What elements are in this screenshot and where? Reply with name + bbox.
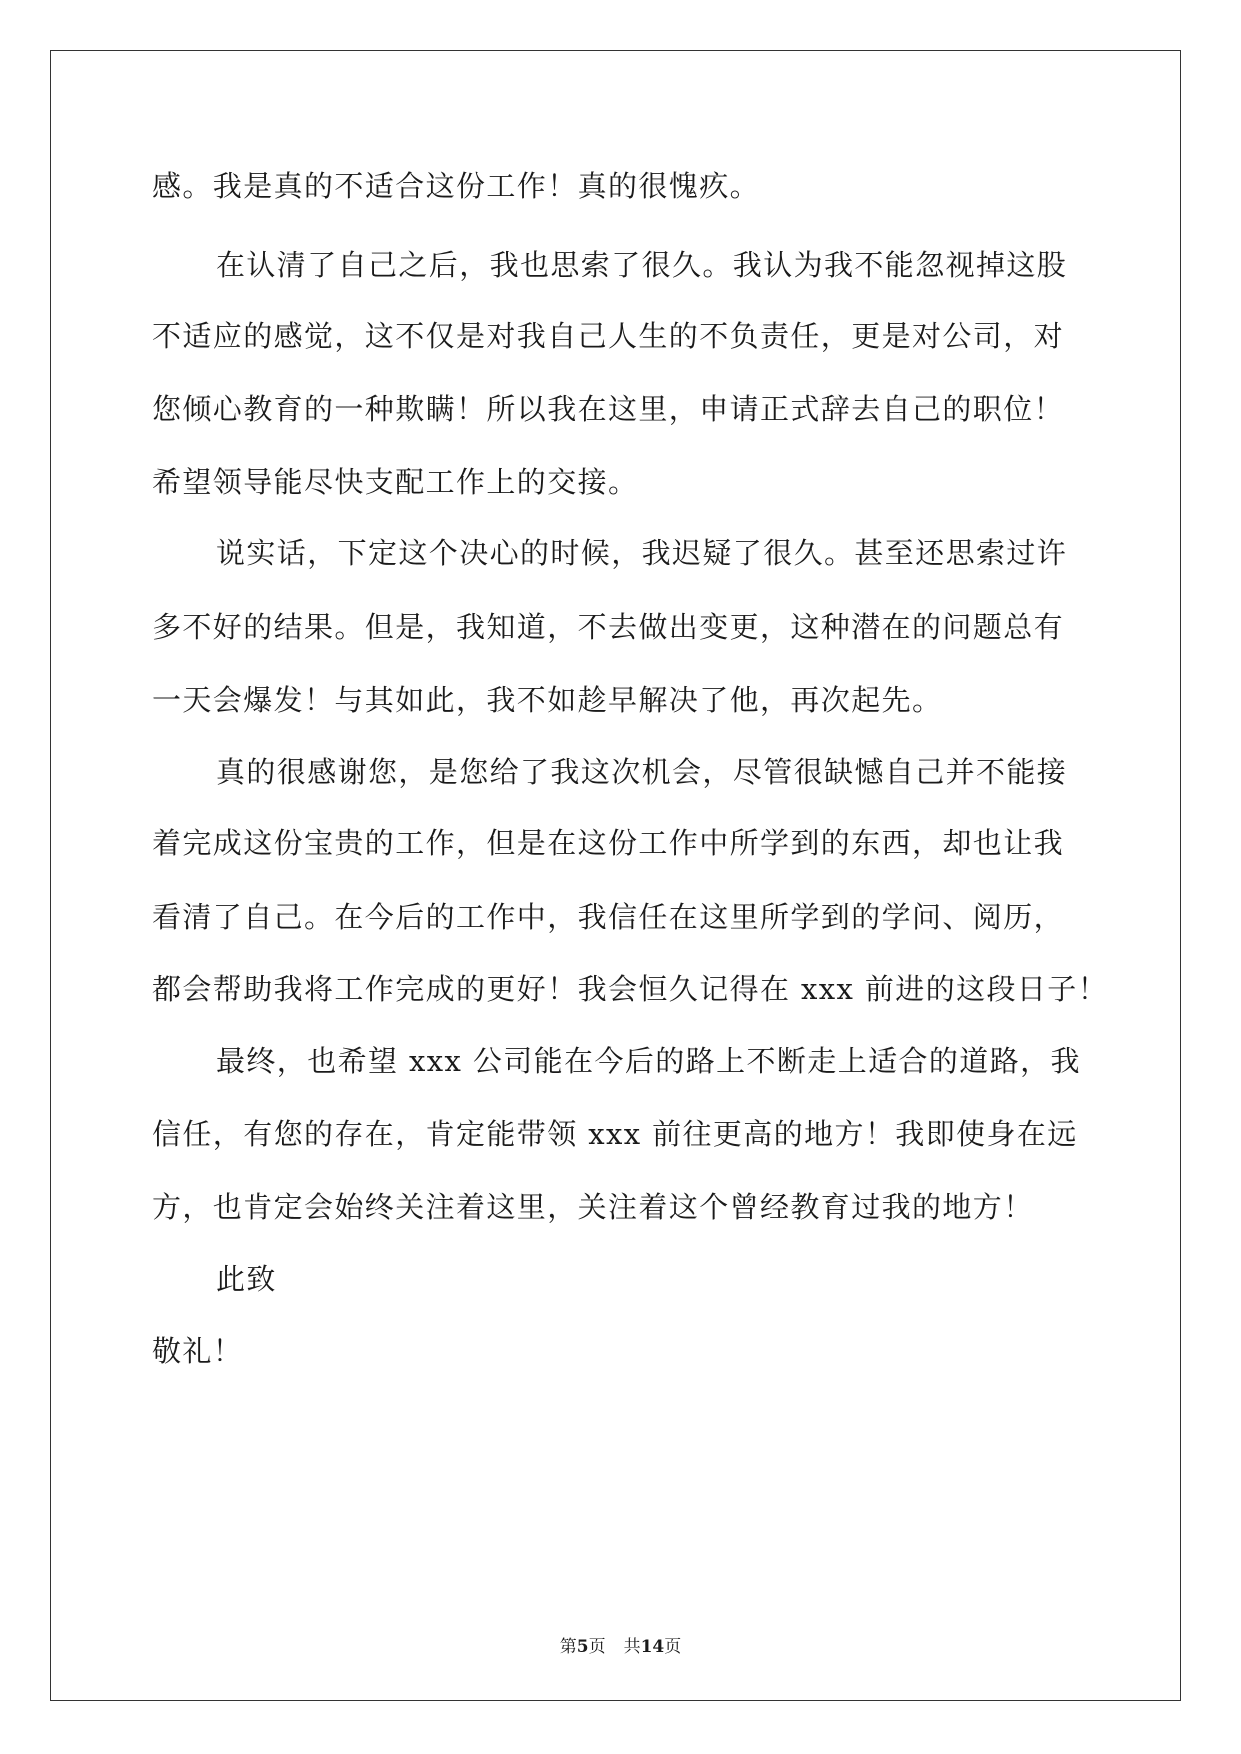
text-line: 一天会爆发！与其如此，我不如趁早解决了他，再次起先。: [152, 683, 943, 717]
text-line: 都会帮助我将工作完成的更好！我会恒久记得在 xxx 前进的这段日子！: [152, 972, 1109, 1006]
current-page-number: 5: [576, 1637, 589, 1657]
page-prefix: 第: [559, 1637, 577, 1657]
text-line: 您倾心教育的一种欺瞒！所以我在这里，申请正式辞去自己的职位！: [152, 392, 1065, 426]
paragraph-first-line: 说实话，下定这个决心的时候，我迟疑了很久。甚至还思索过许: [216, 536, 1068, 570]
page-number-footer: [0, 1635, 1241, 1659]
paragraph-first-line: 在认清了自己之后，我也思索了很久。我认为我不能忽视掉这股: [216, 248, 1068, 282]
text-line: 看清了自己。在今后的工作中，我信任在这里所学到的学问、阅历，: [152, 900, 1065, 934]
total-page-count: 14: [640, 1637, 665, 1657]
text-line: 感。我是真的不适合这份工作！真的很愧疚。: [152, 169, 761, 203]
total-suffix: 页: [664, 1637, 682, 1657]
text-line: 多不好的结果。但是，我知道，不去做出变更，这种潜在的问题总有: [152, 610, 1065, 644]
text-line: 信任，有您的存在，肯定能带领 xxx 前往更高的地方！我即使身在远: [152, 1117, 1078, 1151]
text-line: 方，也肯定会始终关注着这里，关注着这个曾经教育过我的地方！: [152, 1190, 1034, 1224]
text-line: 着完成这份宝贵的工作，但是在这份工作中所学到的东西，却也让我: [152, 826, 1065, 860]
total-prefix: 共: [623, 1637, 641, 1657]
page-border: [50, 50, 1181, 1701]
page-suffix: 页: [588, 1637, 606, 1657]
paragraph-first-line: 真的很感谢您，是您给了我这次机会，尽管很缺憾自己并不能接: [216, 755, 1068, 789]
paragraph-first-line: 最终，也希望 xxx 公司能在今后的路上不断走上适合的道路，我: [216, 1044, 1081, 1078]
closing-regards: 敬礼！: [152, 1334, 244, 1368]
text-line: 希望领导能尽快支配工作上的交接。: [152, 465, 639, 499]
closing-salutation: 此致: [216, 1262, 277, 1296]
text-line: 不适应的感觉，这不仅是对我自己人生的不负责任，更是对公司，对: [152, 319, 1065, 353]
